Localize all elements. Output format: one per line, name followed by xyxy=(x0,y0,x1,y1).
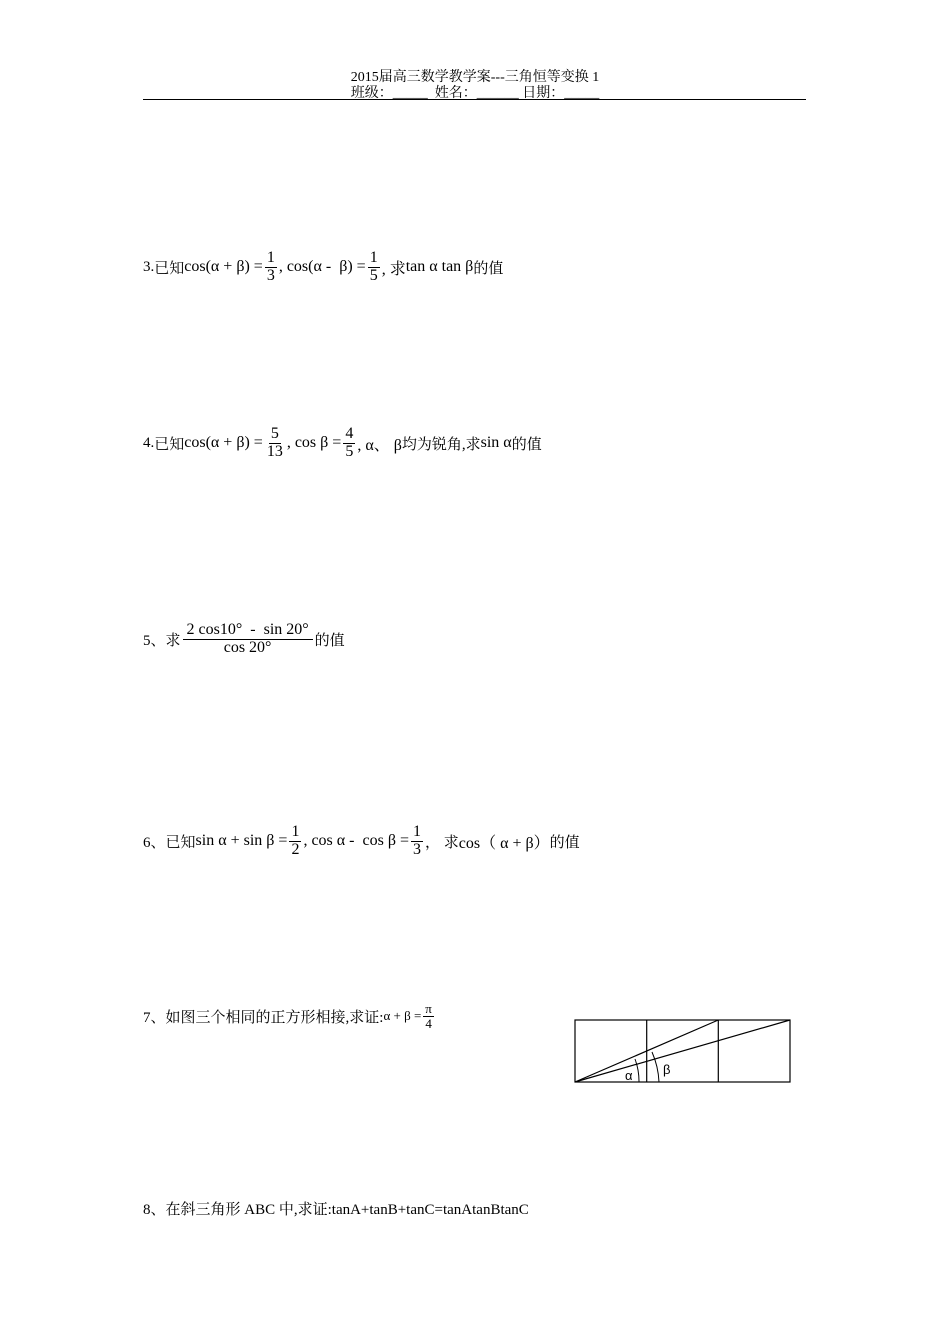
q4-vars: , α、 β xyxy=(357,436,402,454)
q3-lead: 已知 xyxy=(154,260,185,277)
q6-frac2-numerator: 1 xyxy=(412,823,421,840)
question-6 xyxy=(143,824,580,859)
q6-lead: 已知 xyxy=(165,834,196,851)
q3-frac2-denominator: 5 xyxy=(369,266,378,284)
q6-frac1-denominator: 2 xyxy=(291,840,300,858)
q4-frac2-numerator: 4 xyxy=(345,425,354,442)
alpha-arc xyxy=(635,1059,639,1082)
q6-frac2-denominator: 3 xyxy=(412,840,421,858)
question-4 xyxy=(143,426,542,461)
question-3 xyxy=(143,250,503,285)
q7-expr: α + β = xyxy=(383,1008,422,1024)
q3-tail: 的值 xyxy=(473,260,504,277)
q5-numerator: 2 cos10° - sin 20° xyxy=(183,622,313,640)
q3-fraction-1 xyxy=(265,250,277,285)
q7-number: 7、 xyxy=(143,1009,166,1026)
q5-denominator: cos 20° xyxy=(223,638,272,656)
date-blank: _____ xyxy=(564,86,600,101)
three-squares-figure xyxy=(573,1018,793,1086)
name-label: 姓名： xyxy=(434,86,477,101)
q3-expr1: cos(α + β) = xyxy=(184,258,263,276)
q5-tail: 的值 xyxy=(314,632,345,649)
q3-target: tan α tan β xyxy=(405,258,474,276)
q7-frac-denominator: 4 xyxy=(425,1015,432,1031)
q6-fraction-2 xyxy=(411,824,423,859)
q4-number: 4. xyxy=(143,434,155,451)
q6-ask: ， 求 xyxy=(424,834,459,851)
q5-lead: 求 xyxy=(165,632,181,649)
q4-fraction-1 xyxy=(265,426,285,461)
class-label: 班级： xyxy=(350,86,393,101)
q5-fraction xyxy=(183,622,313,657)
q7-frac-numerator: π xyxy=(425,1001,432,1016)
q6-number: 6、 xyxy=(143,834,166,851)
question-5 xyxy=(143,622,345,657)
q3-fraction-2 xyxy=(368,250,380,285)
q3-frac1-denominator: 3 xyxy=(266,266,275,284)
q3-number: 3. xyxy=(143,258,155,275)
q4-condition: 均为锐角,求 xyxy=(401,436,481,453)
worksheet-title: 2015届高三数学教学案---三角恒等变换 1 xyxy=(350,70,600,85)
q4-tail: 的值 xyxy=(511,436,542,453)
q6-frac1-numerator: 1 xyxy=(291,823,300,840)
q7-text: 如图三个相同的正方形相接,求证: xyxy=(165,1009,384,1026)
header-divider xyxy=(143,99,806,100)
q3-frac2-numerator: 1 xyxy=(369,249,378,266)
q3-frac1-numerator: 1 xyxy=(266,249,275,266)
q4-frac1-denominator: 13 xyxy=(266,442,283,460)
q8-number: 8、 xyxy=(143,1202,166,1218)
q6-expr1: sin α + sin β = xyxy=(195,832,288,850)
question-8 xyxy=(143,1198,529,1219)
q6-fraction-1 xyxy=(289,824,301,859)
beta-arc xyxy=(652,1052,659,1082)
q4-frac1-numerator: 5 xyxy=(270,425,279,442)
q6-target: cos（ α + β） xyxy=(458,834,550,852)
q4-fraction-2 xyxy=(343,426,355,461)
q7-fraction xyxy=(423,1002,434,1030)
q8-text: 在斜三角形 ABC 中,求证:tanA+tanB+tanC=tanAtanBtanC xyxy=(165,1202,529,1218)
q5-number: 5、 xyxy=(143,632,166,649)
q6-mid: , cos α - cos β = xyxy=(303,832,409,850)
diagonal-to-third-square xyxy=(575,1020,790,1082)
q6-tail: 的值 xyxy=(549,834,580,851)
q3-ask: , 求 xyxy=(381,260,406,278)
date-label: 日期： xyxy=(522,86,565,101)
q4-expr1: cos(α + β) = xyxy=(184,434,263,452)
name-blank: ______ xyxy=(476,86,519,101)
q4-frac2-denominator: 5 xyxy=(345,442,354,460)
class-blank: _____ xyxy=(392,86,428,101)
q4-target: sin α xyxy=(480,434,512,452)
beta-label: β xyxy=(663,1062,671,1077)
question-7 xyxy=(143,1002,436,1030)
q3-mid: , cos(α - β) = xyxy=(278,258,366,276)
q4-mid: , cos β = xyxy=(286,434,342,452)
q4-lead: 已知 xyxy=(154,436,185,453)
alpha-label: α xyxy=(625,1068,633,1083)
